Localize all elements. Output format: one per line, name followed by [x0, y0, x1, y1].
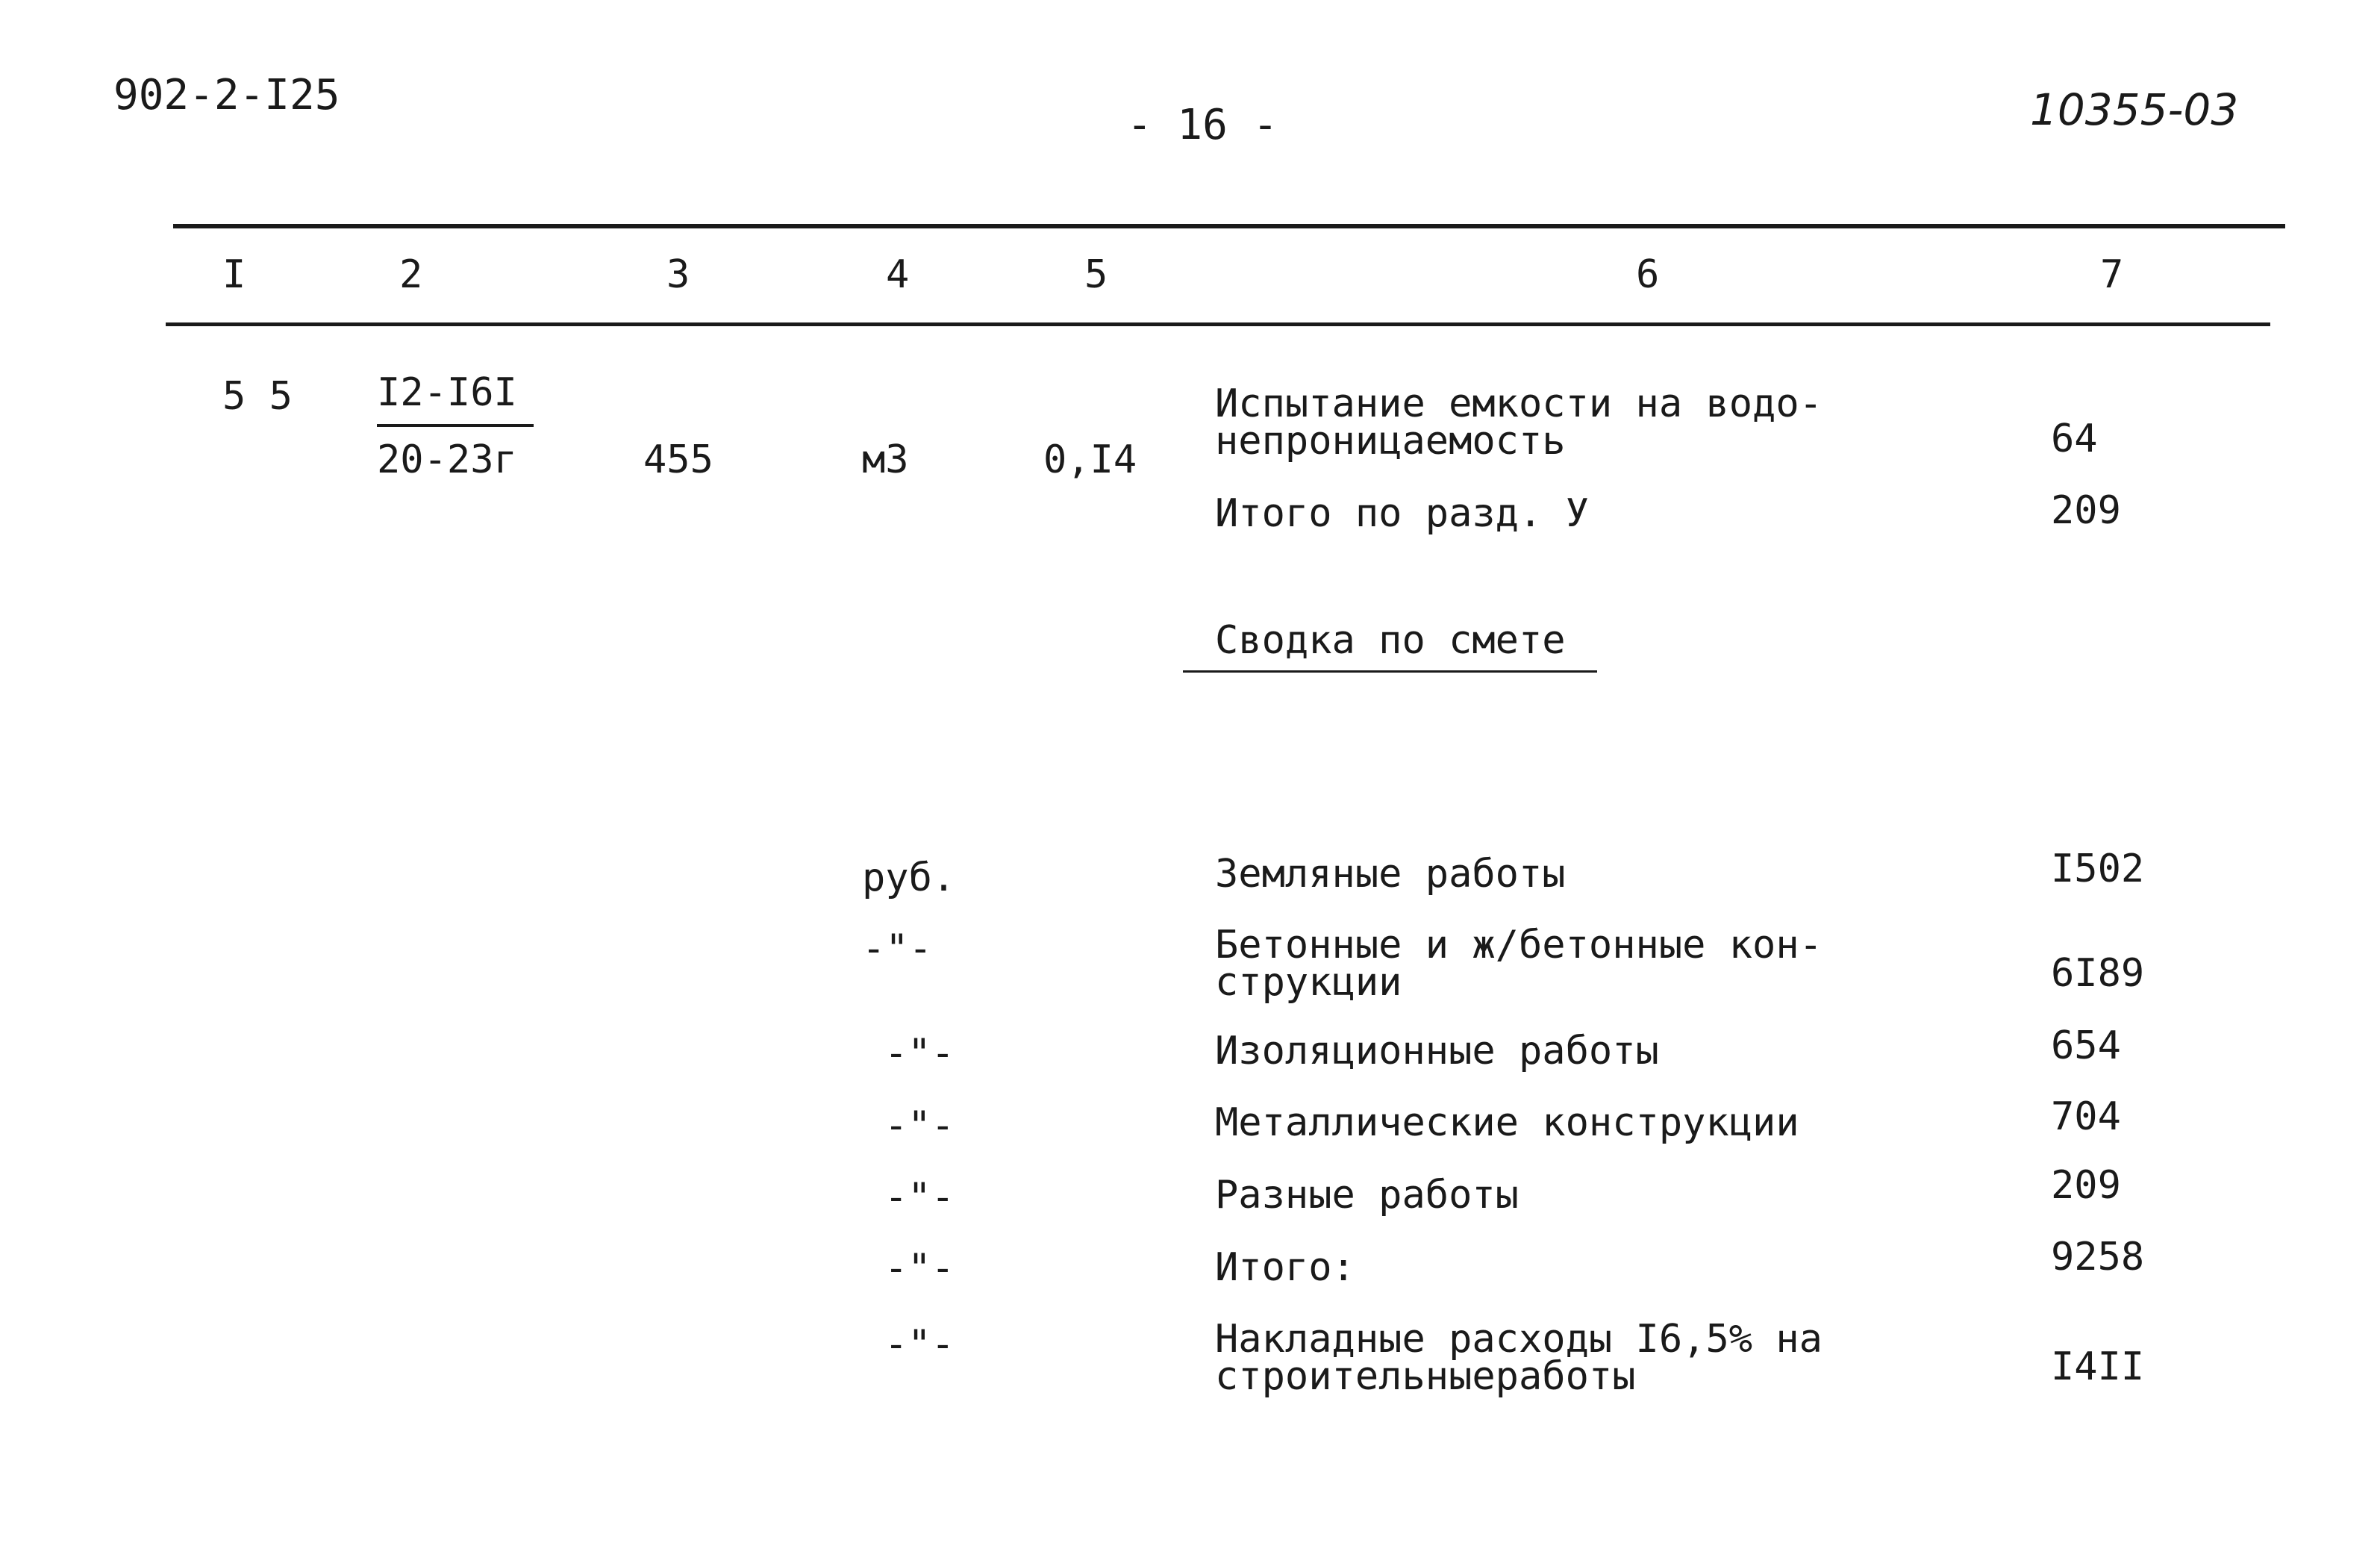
- summary-value: 654: [2051, 1023, 2121, 1068]
- summary-description: Разные работы: [1215, 1173, 1519, 1218]
- entry-cost: 64: [2051, 417, 2098, 461]
- entry-code-bottom: 20-23г: [377, 437, 517, 482]
- summary-unit: -"-: [884, 1103, 955, 1148]
- entry-rate: 0,I4: [1043, 437, 1137, 482]
- entry-code-top: I2-I6I: [377, 370, 517, 415]
- summary-description: Итого:: [1215, 1245, 1355, 1290]
- summary-title-underline: [1183, 670, 1597, 673]
- page-number: - 16 -: [1127, 101, 1278, 149]
- column-header-5: 5: [1084, 252, 1108, 297]
- summary-unit: -"-: [884, 1246, 955, 1291]
- summary-description-continued: строительныеработы: [1215, 1354, 1636, 1399]
- section-total-value: 209: [2051, 488, 2121, 533]
- summary-description: Металлические конструкции: [1215, 1100, 1799, 1145]
- entry-quantity: 455: [643, 437, 713, 482]
- summary-description-continued: струкции: [1215, 960, 1402, 1005]
- sheet-code: 10355-03: [2030, 84, 2239, 135]
- summary-unit: руб.: [862, 855, 956, 900]
- column-header-4: 4: [886, 252, 910, 297]
- summary-value: I502: [2051, 847, 2145, 891]
- summary-unit: -"-: [884, 1175, 955, 1220]
- column-header-1: I: [222, 252, 246, 297]
- entry-description-line-1: Испытание емкости на водо-: [1215, 381, 1823, 426]
- column-header-3: 3: [666, 252, 690, 297]
- summary-unit: -"-: [862, 926, 932, 971]
- summary-value: 9258: [2051, 1235, 2145, 1279]
- entry-unit: м3: [862, 437, 909, 482]
- summary-title: Сводка по смете: [1215, 618, 1566, 663]
- column-header-6: 6: [1636, 252, 1660, 297]
- section-total-label: Итого по разд. У: [1215, 491, 1589, 536]
- summary-value: 209: [2051, 1163, 2121, 1208]
- summary-value: 6I89: [2051, 951, 2145, 996]
- document-code: 902-2-I25: [113, 71, 340, 119]
- summary-description: Изоляционные работы: [1215, 1029, 1659, 1073]
- summary-description: Накладные расходы I6,5% на: [1215, 1317, 1823, 1362]
- summary-description: Бетонные и ж/бетонные кон-: [1215, 923, 1823, 967]
- column-header-7: 7: [2100, 252, 2124, 297]
- summary-unit: -"-: [884, 1031, 955, 1076]
- summary-unit: -"-: [884, 1322, 955, 1367]
- summary-description: Земляные работы: [1215, 852, 1566, 897]
- entry-description-line-2: непроницаемость: [1215, 419, 1566, 464]
- table-top-rule: [173, 224, 2285, 228]
- table-header-bottom-rule: [166, 322, 2270, 326]
- entry-code-fraction-line: [377, 424, 534, 427]
- summary-value: I4II: [2051, 1344, 2145, 1389]
- summary-value: 704: [2051, 1094, 2121, 1139]
- column-header-2: 2: [399, 252, 423, 297]
- entry-number: 5 5: [222, 374, 293, 419]
